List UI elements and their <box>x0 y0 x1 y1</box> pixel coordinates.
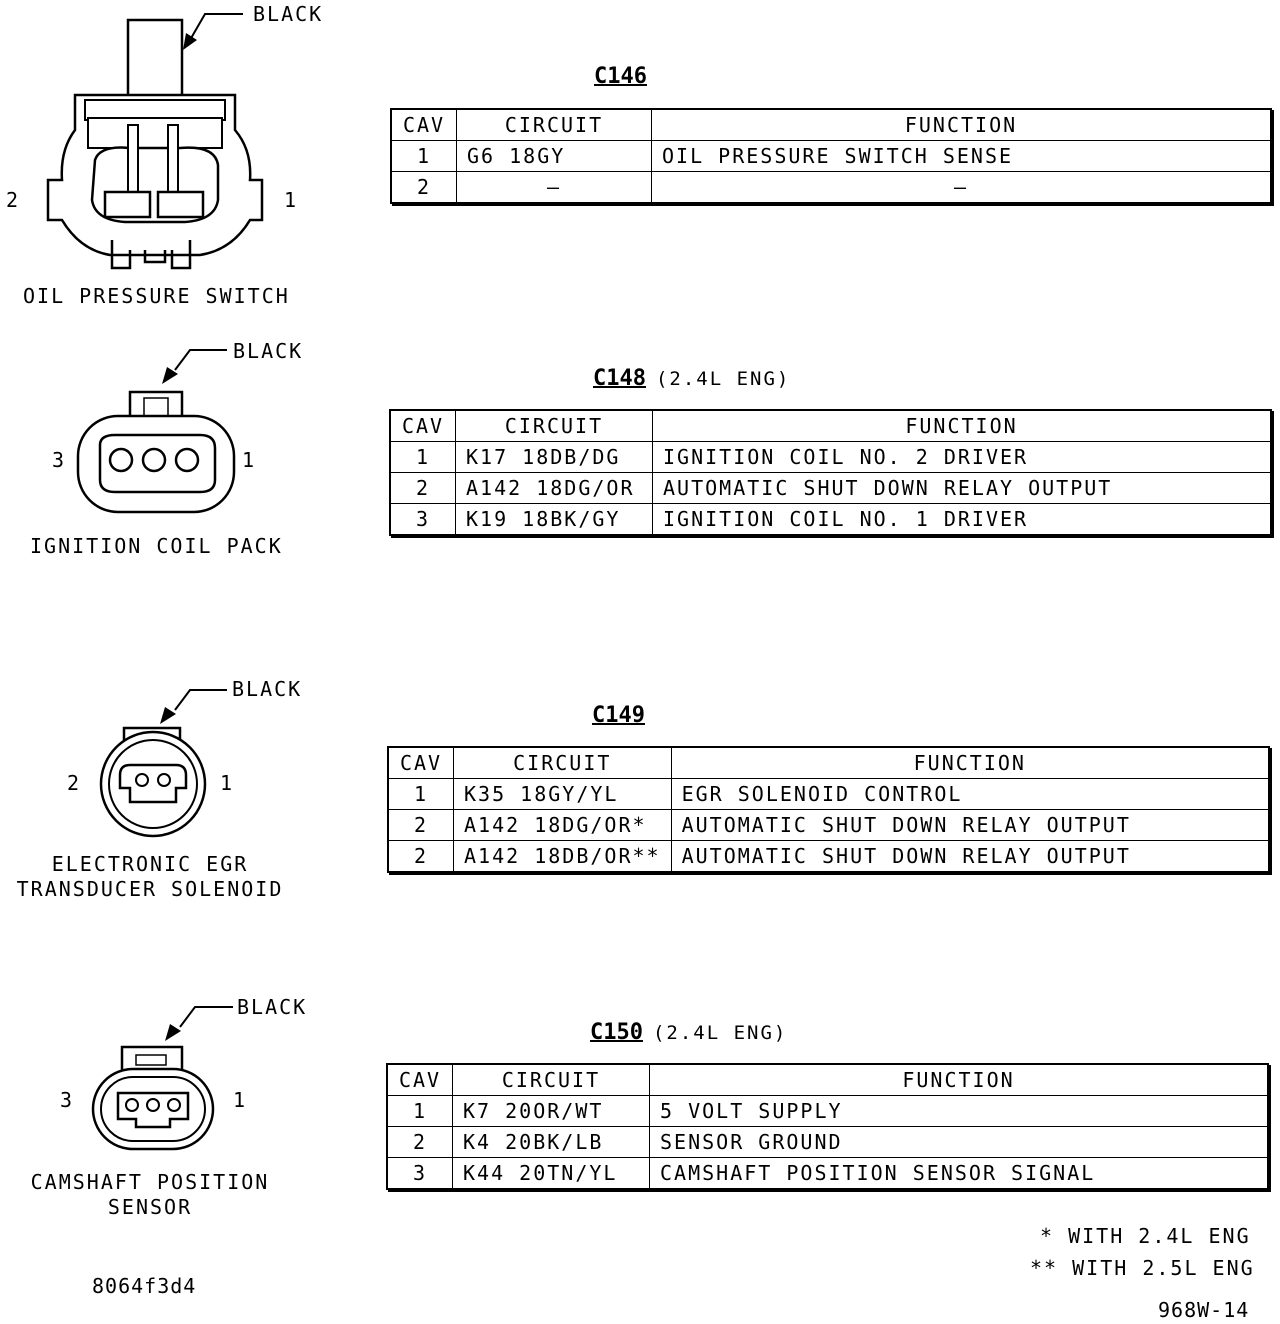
cell-circuit: K44 20TN/YL <box>453 1158 650 1190</box>
pin-number-left: 2 <box>6 188 21 212</box>
egr-solenoid-connector-drawing <box>0 680 300 880</box>
table-row <box>390 504 1271 536</box>
table-row <box>391 141 1271 172</box>
header-circuit: CIRCUIT <box>454 747 672 779</box>
cell-cav: 2 <box>388 810 454 841</box>
connector-id: C150 <box>590 1020 643 1045</box>
header-function: FUNCTION <box>653 410 1272 442</box>
header-function: FUNCTION <box>671 747 1269 779</box>
cell-circuit: K35 18GY/YL <box>454 779 672 810</box>
pin-number-left: 2 <box>67 771 82 795</box>
pin-number-left: 3 <box>60 1088 75 1112</box>
cell-cav: 1 <box>390 442 456 473</box>
cell-cav: 2 <box>388 841 454 873</box>
cell-circuit: K7 20OR/WT <box>453 1096 650 1127</box>
cell-cav: 2 <box>391 172 457 204</box>
table-row <box>387 1096 1268 1127</box>
table-header-row <box>387 1064 1268 1096</box>
header-cav: CAV <box>390 410 456 442</box>
wire-color-label: BLACK <box>233 339 304 363</box>
header-cav: CAV <box>391 109 457 141</box>
cell-function: IGNITION COIL NO. 2 DRIVER <box>653 442 1272 473</box>
component-name-line2: TRANSDUCER SOLENOID <box>16 877 284 901</box>
cell-circuit: – <box>457 172 652 204</box>
header-cav: CAV <box>387 1064 453 1096</box>
cell-function: AUTOMATIC SHUT DOWN RELAY OUTPUT <box>671 810 1269 841</box>
cell-cav: 1 <box>391 141 457 172</box>
table-header-row <box>390 410 1271 442</box>
cell-circuit: G6 18GY <box>457 141 652 172</box>
header-circuit: CIRCUIT <box>456 410 653 442</box>
figure-code: 968W-14 <box>1158 1298 1250 1322</box>
header-circuit: CIRCUIT <box>453 1064 650 1096</box>
cell-cav: 3 <box>390 504 456 536</box>
header-function: FUNCTION <box>652 109 1272 141</box>
table-row <box>387 1127 1268 1158</box>
wire-color-label: BLACK <box>253 2 324 26</box>
table-row <box>390 442 1271 473</box>
connector-note: (2.4L ENG) <box>655 368 791 390</box>
component-name-line1: ELECTRONIC EGR <box>51 852 249 876</box>
connector-title-c149 <box>592 703 655 728</box>
connector-title-c146 <box>594 64 657 89</box>
header-circuit: CIRCUIT <box>457 109 652 141</box>
cell-circuit: A142 18DB/OR** <box>454 841 672 873</box>
connector-title-c150 <box>590 1020 787 1045</box>
cell-cav: 2 <box>390 473 456 504</box>
wire-color-label: BLACK <box>237 995 308 1019</box>
cell-circuit: K4 20BK/LB <box>453 1127 650 1158</box>
table-header-row <box>388 747 1269 779</box>
component-name: OIL PRESSURE SWITCH <box>23 284 290 308</box>
cell-function: 5 VOLT SUPPLY <box>650 1096 1269 1127</box>
connector-table-c146 <box>390 108 1272 204</box>
cell-cav: 1 <box>388 779 454 810</box>
table-row <box>388 810 1269 841</box>
pin-number-right: 1 <box>284 188 299 212</box>
cell-circuit: A142 18DG/OR <box>456 473 653 504</box>
cell-circuit: K17 18DB/DG <box>456 442 653 473</box>
table-header-row <box>391 109 1271 141</box>
pin-number-left: 3 <box>52 448 67 472</box>
pin-number-right: 1 <box>242 448 257 472</box>
camshaft-sensor-connector-drawing <box>0 995 300 1195</box>
cell-function: IGNITION COIL NO. 1 DRIVER <box>653 504 1272 536</box>
cell-function: EGR SOLENOID CONTROL <box>671 779 1269 810</box>
connector-table-c149 <box>387 746 1270 873</box>
connector-id: C149 <box>592 703 645 728</box>
connector-table-c150 <box>386 1063 1269 1190</box>
cell-function: – <box>652 172 1272 204</box>
oil-pressure-switch-connector-drawing <box>0 0 300 290</box>
cell-function: CAMSHAFT POSITION SENSOR SIGNAL <box>650 1158 1269 1190</box>
cell-cav: 1 <box>387 1096 453 1127</box>
component-name-line2: SENSOR <box>107 1195 193 1219</box>
table-row <box>391 172 1271 204</box>
cell-circuit: A142 18DG/OR* <box>454 810 672 841</box>
connector-table-c148 <box>389 409 1272 536</box>
table-row <box>387 1158 1268 1190</box>
footnote-24l: * WITH 2.4L ENG <box>1040 1224 1251 1248</box>
cell-cav: 3 <box>387 1158 453 1190</box>
pin-number-right: 1 <box>220 771 235 795</box>
footnote-25l: ** WITH 2.5L ENG <box>1030 1256 1255 1280</box>
table-row <box>388 841 1269 873</box>
connector-note: (2.4L ENG) <box>652 1022 788 1044</box>
wire-color-label: BLACK <box>232 677 303 701</box>
component-name: IGNITION COIL PACK <box>30 534 283 558</box>
component-name-line1: CAMSHAFT POSITION <box>30 1170 270 1194</box>
pin-number-right: 1 <box>233 1088 248 1112</box>
connector-id: C146 <box>594 64 647 89</box>
cell-function: AUTOMATIC SHUT DOWN RELAY OUTPUT <box>653 473 1272 504</box>
table-row <box>390 473 1271 504</box>
cell-cav: 2 <box>387 1127 453 1158</box>
header-function: FUNCTION <box>650 1064 1269 1096</box>
connector-title-c148 <box>593 366 790 391</box>
cell-function: SENSOR GROUND <box>650 1127 1269 1158</box>
image-code: 8064f3d4 <box>92 1274 197 1298</box>
cell-circuit: K19 18BK/GY <box>456 504 653 536</box>
cell-function: AUTOMATIC SHUT DOWN RELAY OUTPUT <box>671 841 1269 873</box>
cell-function: OIL PRESSURE SWITCH SENSE <box>652 141 1272 172</box>
table-row <box>388 779 1269 810</box>
connector-id: C148 <box>593 366 646 391</box>
header-cav: CAV <box>388 747 454 779</box>
